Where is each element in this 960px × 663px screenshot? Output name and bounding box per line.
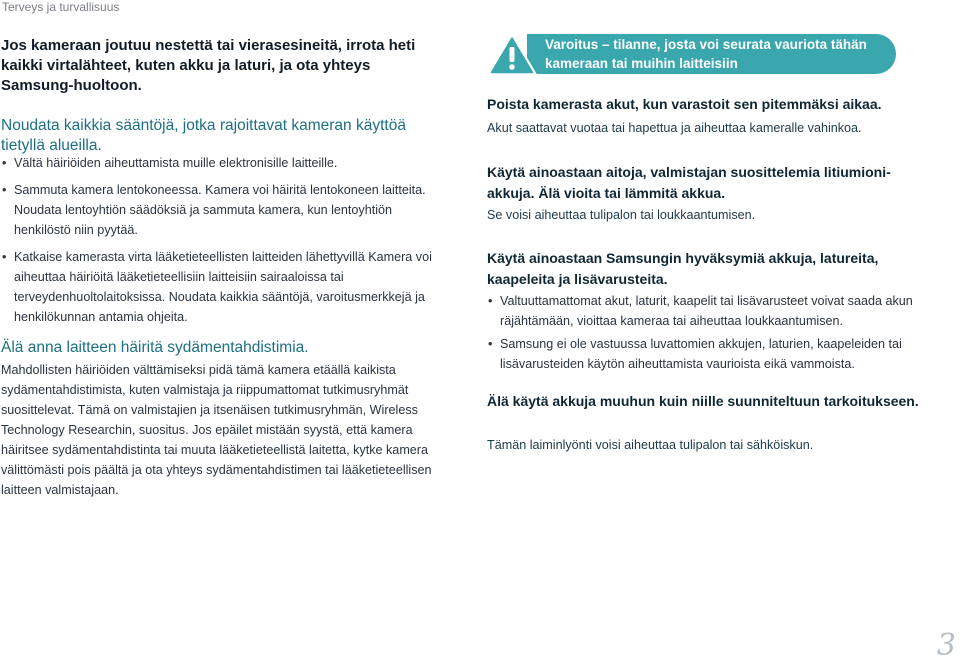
list-item: • Katkaise kamerasta virta lääketieteellisten laitteiden lähettyvillä Kamera voi aiheuttaa häiriöitä lääketieteellisiin laitteisiin sairaaloissa tai terveydenhuoltolaitoksissa. Noudata kaikkia sääntöjä, varoitusmerkkejä ja henkilökunnan antamia ohjeita. (1, 247, 446, 327)
pacemaker-heading: Älä anna laitteen häiritä sydämentahdistimia. (1, 339, 309, 356)
approved-accessories-list (487, 291, 937, 374)
page-number: 3 (936, 628, 956, 663)
genuine-battery-text: Se voisi aiheuttaa tulipalon tai loukkaantumisen. (487, 208, 756, 222)
warning-banner (487, 33, 896, 75)
warning-text: Varoitus – tilanne, josta voi seurata vauriota tähän kameraan tai muihin laitteisiin (545, 37, 867, 71)
list-item: • Samsung ei ole vastuussa luvattomien akkujen, laturien, kaapeleiden tai lisävarusteiden käytön aiheuttamista vaurioista eikä vammoista. (487, 334, 937, 374)
pacemaker-text: Mahdollisten häiriöiden välttämiseksi pidä tämä kamera etäällä kaikista sydämentahdistimista, kuten valmistaja ja riippumattomat tutkimusryhmät suosittelevat. Tämä on valmistajien ja itsenäisen tutkimusryhmän, Wireless Technology Researchin, suositus. Jos epäilet mistään syystä, että kamera häiritsee sydämentahdistinta tai muuta lääketieteellistä laitetta, kytke kamera välittömästi pois päältä ja ota yhteys sydämentahdistimen tai lääketieteellisen laitteen valmistajaan. (1, 363, 432, 497)
battery-purpose-heading: Älä käytä akkuja muuhun kuin niille suunniteltuun tarkoitukseen. (487, 393, 919, 409)
battery-purpose-text: Tämän laiminlyönti voisi aiheuttaa tulipalon tai sähköiskun. (487, 438, 814, 452)
liquid-warning-heading: Jos kameraan joutuu nestettä tai vierasesineitä, irrota heti kaikki virtalähteet, kuten akku ja laturi, ja ota yhteys Samsung-huoltoon. (1, 37, 416, 94)
genuine-battery-heading: Käytä ainoastaan aitoja, valmistajan suosittelemia litiumioni-akkuja. Älä vioita tai lämmitä akkua. (487, 164, 891, 201)
battery-storage-text: Akut saattavat vuotaa tai hapettua ja aiheuttaa kameralle vahinkoa. (487, 121, 862, 135)
list-item: • Sammuta kamera lentokoneessa. Kamera voi häiritä lentokoneen laitteita. Noudata lentoyhtiön säädöksiä ja sammuta kamera, kun lentoyhtiön henkilöstö niin pyytää. (1, 180, 446, 240)
section-title: Terveys ja turvallisuus (2, 0, 120, 14)
list-item: • Valtuuttamattomat akut, laturit, kaapelit tai lisävarusteet voivat saada akun räjähtämään, vioittaa kameraa tai aiheuttaa loukkaantumisen. (487, 291, 937, 331)
warning-triangle-icon (487, 33, 537, 77)
area-rules-list (1, 153, 446, 327)
battery-storage-heading: Poista kamerasta akut, kun varastoit sen pitemmäksi aikaa. (487, 96, 882, 112)
list-item: • Vältä häiriöiden aiheuttamista muille elektronisille laitteille. (1, 153, 446, 173)
area-rules-heading: Noudata kaikkia sääntöjä, jotka rajoittavat kameran käyttöä tietyllä alueilla. (1, 117, 406, 154)
approved-accessories-heading: Käytä ainoastaan Samsungin hyväksymiä akkuja, latureita, kaapeleita ja lisävarusteita. (487, 250, 879, 287)
